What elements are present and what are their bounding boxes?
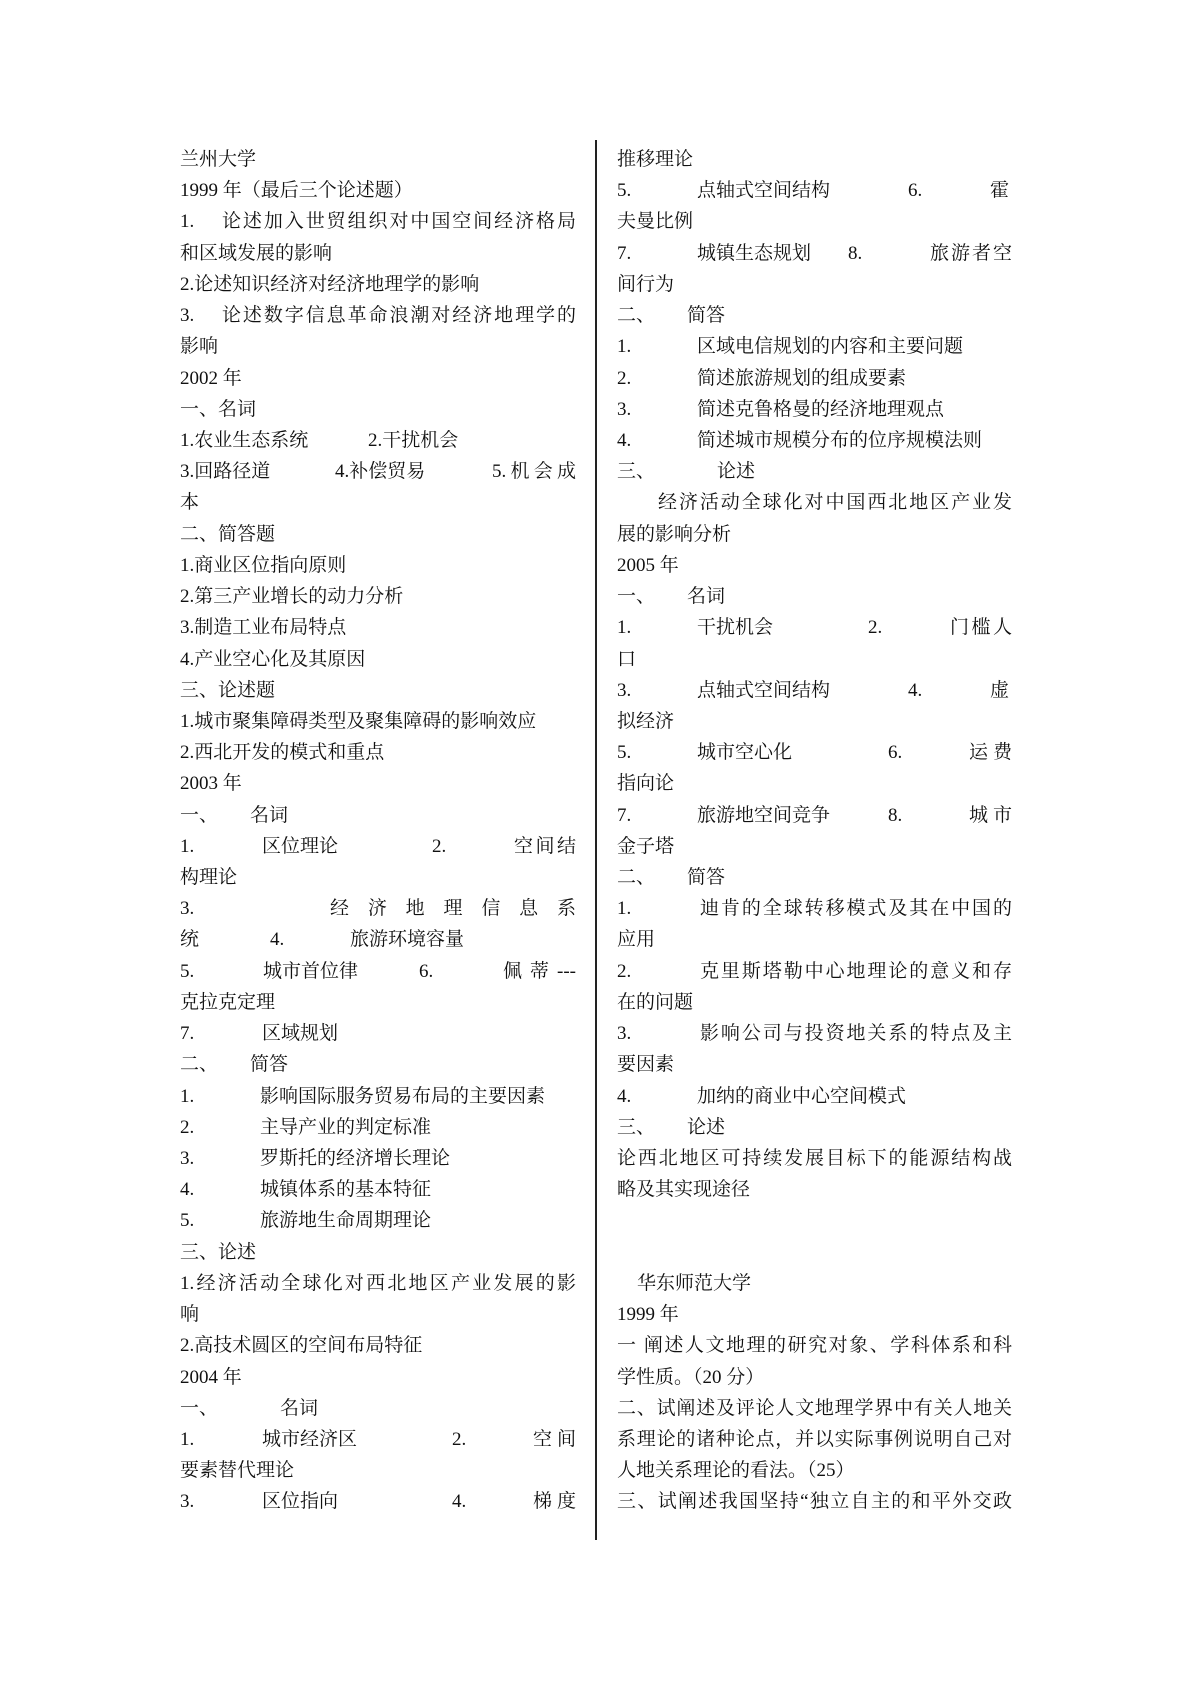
text-segment: 区位理论: [262, 835, 339, 857]
text-line: [617, 1330, 1012, 1361]
text-segment: 论西北地区可持续发展目标下的能源结构战: [617, 1148, 1012, 1169]
text-segment: 2.高技术圆区的空间布局特征: [180, 1335, 423, 1357]
text-line: [617, 144, 1008, 175]
text-line: [180, 175, 572, 206]
text-line: [180, 363, 572, 394]
item-number: 7.: [617, 804, 632, 826]
text-segment: 区域规划: [262, 1023, 339, 1045]
item-number: 5.: [180, 960, 195, 982]
text-line: [617, 456, 1008, 487]
text-segment: 和区域发展的影响: [180, 242, 333, 264]
text-line: [617, 893, 1012, 924]
text-line: [617, 238, 1012, 269]
text-segment: 指向论: [617, 773, 675, 795]
text-line: [180, 269, 572, 300]
text-segment: 空间: [533, 1428, 576, 1450]
text-line: [180, 1486, 576, 1517]
text-segment: 简述旅游规划的组成要素: [697, 367, 907, 389]
text-line: [180, 238, 572, 269]
text-segment: 简答: [687, 305, 726, 327]
item-number: 2.: [617, 367, 632, 389]
text-segment: 影响公司与投资地关系的特点及主: [700, 1023, 1012, 1045]
text-segment: 夫曼比例: [617, 211, 694, 233]
text-segment: 城市空心化: [697, 742, 793, 764]
text-segment: 4.补偿贸易: [335, 461, 426, 483]
text-line: [180, 644, 572, 675]
text-line: [617, 1455, 1008, 1486]
text-line: [180, 1081, 572, 1112]
text-line: [180, 737, 572, 768]
text-segment: 区位指向: [262, 1491, 339, 1513]
text-segment: 三、: [617, 1116, 656, 1138]
text-line: [180, 1112, 572, 1143]
text-segment: 简答: [250, 1054, 289, 1076]
text-line: [617, 675, 1008, 706]
text-segment: 学性质。（20 分）: [617, 1366, 765, 1388]
item-number: 3.: [617, 398, 632, 420]
text-segment: 1.经济活动全球化对西北地区产业发展的影: [180, 1272, 576, 1294]
text-line: [617, 1143, 1012, 1174]
text-segment: 旅游地生命周期理论: [260, 1210, 432, 1232]
item-number: 2.: [617, 960, 632, 982]
text-line: [180, 831, 576, 862]
item-number: 4.: [180, 1179, 195, 1201]
text-line: [617, 1049, 1008, 1080]
text-segment: 系理论的诸种论点，并以实际事例说明自己对: [617, 1428, 1012, 1450]
text-line: [180, 862, 572, 893]
text-segment: 兰州大学: [180, 149, 257, 170]
text-line: [617, 706, 1008, 737]
text-line: [180, 675, 572, 706]
text-segment: 本: [180, 492, 200, 514]
text-line: [617, 831, 1008, 862]
item-number: 2.: [180, 1116, 195, 1138]
text-line: [180, 300, 576, 331]
text-line: [617, 1486, 1012, 1517]
text-line: [180, 394, 572, 425]
text-segment: 经济地理信息系: [330, 898, 576, 920]
text-segment: 间行为: [617, 273, 675, 295]
item-number: 2.: [452, 1428, 467, 1450]
text-segment: 罗斯托的经济增长理论: [260, 1148, 451, 1169]
item-number: 1.: [180, 1428, 195, 1450]
text-line: [180, 487, 572, 518]
text-segment: 论述加入世贸组织对中国空间经济格局: [222, 211, 576, 233]
text-segment: 三、试阐述我国坚持“独立自主的和平外交政: [617, 1491, 1012, 1513]
text-segment: 4.产业空心化及其原因: [180, 648, 366, 670]
left-column: [180, 144, 576, 1518]
text-segment: 1.商业区位指向原则: [180, 554, 347, 576]
text-segment: 统: [180, 929, 200, 951]
text-segment: 二、: [617, 305, 656, 327]
text-segment: 一、名词: [180, 398, 257, 420]
text-segment: 构理论: [180, 867, 238, 889]
text-line: [180, 456, 576, 487]
text-segment: 名词: [687, 586, 726, 608]
text-segment: 1.农业生态系统: [180, 429, 309, 451]
text-segment: 名词: [280, 1397, 319, 1419]
column-divider: [595, 140, 597, 1540]
text-segment: 影响: [180, 336, 219, 358]
text-segment: 1.城市聚集障碍类型及聚集障碍的影响效应: [180, 710, 537, 732]
text-segment: 点轴式空间结构: [697, 679, 831, 701]
text-line: [617, 1174, 1008, 1205]
text-segment: 城市首位律: [263, 960, 359, 982]
text-segment: 响: [180, 1304, 200, 1326]
text-line: [617, 737, 1012, 768]
text-line: [617, 1362, 1008, 1393]
text-line: [617, 1112, 1008, 1143]
text-line: [617, 581, 1008, 612]
text-segment: 一 阐述人文地理的研究对象、学科体系和科: [617, 1335, 1012, 1357]
text-line: [617, 519, 1008, 550]
text-segment: 论述: [687, 1116, 726, 1138]
text-segment: 2.第三产业增长的动力分析: [180, 586, 404, 608]
text-line: [180, 768, 572, 799]
text-segment: 展的影响分析: [617, 523, 732, 545]
item-number: 1.: [617, 617, 632, 639]
text-segment: 2002 年: [180, 367, 242, 389]
text-line: [180, 1393, 572, 1424]
text-segment: 克拉克定理: [180, 991, 276, 1013]
item-number: 1.: [617, 898, 632, 920]
text-segment: 旅游地空间竞争: [697, 804, 831, 826]
text-line: [617, 1081, 1008, 1112]
text-segment: 二、: [180, 1054, 219, 1076]
text-line: [617, 862, 1008, 893]
text-segment: 要因素: [617, 1054, 675, 1076]
text-line: [180, 1018, 572, 1049]
text-segment: 2.干扰机会: [368, 429, 459, 451]
text-line: [617, 1424, 1012, 1455]
text-segment: 空间结: [514, 835, 576, 857]
text-line: [180, 706, 572, 737]
text-segment: 2004 年: [180, 1366, 242, 1388]
text-segment: 虚: [990, 679, 1010, 701]
text-line: [617, 956, 1012, 987]
item-number: 7.: [617, 242, 632, 264]
text-line: [180, 206, 576, 237]
text-line: [180, 1299, 572, 1330]
text-line: [180, 1424, 576, 1455]
text-segment: 运费: [969, 742, 1012, 764]
text-line: [180, 956, 576, 987]
text-segment: 城镇体系的基本特征: [260, 1179, 432, 1201]
item-number: 1.: [180, 835, 195, 857]
text-segment: 应用: [617, 929, 656, 951]
item-number: 1.: [617, 336, 632, 358]
text-segment: 迪肯的全球转移模式及其在中国的: [700, 898, 1012, 920]
text-segment: 霍: [990, 180, 1010, 202]
text-segment: 经济活动全球化对中国西北地区产业发: [658, 492, 1012, 514]
text-line: [617, 644, 1008, 675]
item-number: 3.: [180, 1148, 195, 1169]
text-segment: 佩蒂---: [503, 960, 576, 982]
text-line: [617, 800, 1012, 831]
item-number: 1.: [180, 1085, 195, 1107]
text-segment: 金子塔: [617, 835, 675, 857]
text-line: [180, 1237, 572, 1268]
text-line: [180, 331, 572, 362]
text-line: [617, 300, 1008, 331]
text-line: [617, 175, 1008, 206]
item-number: 4.: [617, 1085, 632, 1107]
text-segment: 名词: [250, 804, 289, 826]
item-number: 3.: [617, 679, 632, 701]
item-number: 3.: [180, 898, 195, 920]
text-segment: 点轴式空间结构: [697, 180, 831, 202]
item-number: 1.: [180, 211, 195, 233]
text-line: [180, 1362, 572, 1393]
text-line: [180, 1049, 572, 1080]
text-line: [617, 394, 1008, 425]
item-number: 8.: [848, 242, 863, 264]
text-line: [617, 1299, 1008, 1330]
text-segment: 1999 年: [617, 1304, 679, 1326]
text-segment: 2005 年: [617, 554, 679, 576]
item-number: 4.: [908, 679, 923, 701]
text-line: [617, 924, 1008, 955]
item-number: 2.: [432, 835, 447, 857]
text-segment: 一、: [180, 1397, 219, 1419]
text-line: [180, 893, 576, 924]
text-line: [617, 550, 1008, 581]
blank-line: [617, 1205, 1008, 1236]
text-segment: 1999 年（最后三个论述题）: [180, 180, 413, 202]
item-number: 5.: [617, 180, 632, 202]
text-segment: 简述城市规模分布的位序规模法则: [697, 429, 983, 451]
text-line: [617, 612, 1012, 643]
blank-line: [617, 1237, 1008, 1268]
text-segment: 简述克鲁格曼的经济地理观点: [697, 398, 945, 420]
text-line: [617, 363, 1008, 394]
text-line: [617, 1018, 1012, 1049]
text-segment: 城市经济区: [262, 1428, 358, 1450]
text-segment: 门槛人: [950, 617, 1012, 639]
text-segment: 2.西北开发的模式和重点: [180, 742, 385, 764]
item-number: 4.: [617, 429, 632, 451]
text-line: [180, 1268, 576, 1299]
text-segment: 5.机会成: [492, 461, 576, 483]
text-segment: 一、: [180, 804, 219, 826]
text-line: [617, 269, 1008, 300]
text-segment: 2.论述知识经济对经济地理学的影响: [180, 273, 480, 295]
text-line: [617, 1393, 1012, 1424]
text-line: [180, 581, 572, 612]
text-line: [180, 144, 572, 175]
text-segment: 论述数字信息革命浪潮对经济地理学的: [222, 305, 576, 327]
text-segment: 旅游环境容量: [350, 929, 465, 951]
text-segment: 三、论述题: [180, 679, 276, 701]
text-segment: 主导产业的判定标准: [260, 1116, 432, 1138]
text-line: [180, 800, 572, 831]
text-line: [617, 987, 1008, 1018]
item-number: 3.: [617, 1023, 632, 1045]
text-segment: 区域电信规划的内容和主要问题: [697, 336, 964, 358]
text-line: [180, 1455, 572, 1486]
item-number: 3.: [180, 305, 195, 327]
item-number: 6.: [419, 960, 434, 982]
text-line: [180, 1330, 572, 1361]
text-segment: 三、论述: [180, 1241, 257, 1263]
text-segment: 城市: [969, 804, 1012, 826]
text-segment: 2003 年: [180, 773, 242, 795]
item-number: 6.: [888, 742, 903, 764]
text-segment: 略及其实现途径: [617, 1179, 751, 1201]
item-number: 8.: [888, 804, 903, 826]
text-segment: 旅游者空: [930, 242, 1012, 264]
item-number: 7.: [180, 1023, 195, 1045]
item-number: 5.: [617, 742, 632, 764]
text-segment: 加纳的商业中心空间模式: [697, 1085, 907, 1107]
text-segment: 干扰机会: [697, 617, 774, 639]
text-segment: 影响国际服务贸易布局的主要因素: [260, 1085, 546, 1107]
text-segment: 3.制造工业布局特点: [180, 617, 347, 639]
text-line: [617, 206, 1008, 237]
text-segment: 在的问题: [617, 991, 694, 1013]
text-segment: 一、: [617, 586, 656, 608]
item-number: 4.: [452, 1491, 467, 1513]
text-line: [180, 425, 572, 456]
item-number: 5.: [180, 1210, 195, 1232]
text-line: [180, 924, 572, 955]
text-segment: 简答: [687, 867, 726, 889]
text-segment: 二、: [617, 867, 656, 889]
text-line: [617, 487, 1012, 518]
text-line: [617, 331, 1008, 362]
text-line: [180, 1174, 572, 1205]
text-segment: 梯度: [533, 1491, 576, 1513]
right-column: [617, 144, 1012, 1518]
text-segment: 城镇生态规划: [697, 242, 812, 264]
text-segment: 华东师范大学: [637, 1272, 752, 1294]
text-segment: 人地关系理论的看法。（25）: [617, 1460, 855, 1482]
item-number: 4.: [270, 929, 285, 951]
text-line: [180, 550, 572, 581]
text-line: [617, 425, 1008, 456]
item-number: 2.: [868, 617, 883, 639]
text-line: [180, 1205, 572, 1236]
item-number: 3.: [180, 1491, 195, 1513]
text-line: [617, 768, 1008, 799]
text-line: [180, 987, 572, 1018]
text-segment: 推移理论: [617, 149, 694, 170]
text-segment: 二、试阐述及评论人文地理学界中有关人地关: [617, 1397, 1012, 1419]
text-segment: 论述: [717, 461, 756, 483]
text-segment: 克里斯塔勒中心地理论的意义和存: [700, 960, 1012, 982]
text-line: [180, 612, 572, 643]
item-number: 6.: [908, 180, 923, 202]
text-line: [617, 1268, 1008, 1299]
text-segment: 三、: [617, 461, 656, 483]
text-segment: 要素替代理论: [180, 1460, 295, 1482]
text-line: [180, 1143, 572, 1174]
text-line: [180, 519, 572, 550]
text-segment: 二、简答题: [180, 523, 276, 545]
text-segment: 3.回路径道: [180, 461, 271, 483]
text-segment: 口: [617, 648, 637, 670]
text-segment: 拟经济: [617, 710, 675, 732]
